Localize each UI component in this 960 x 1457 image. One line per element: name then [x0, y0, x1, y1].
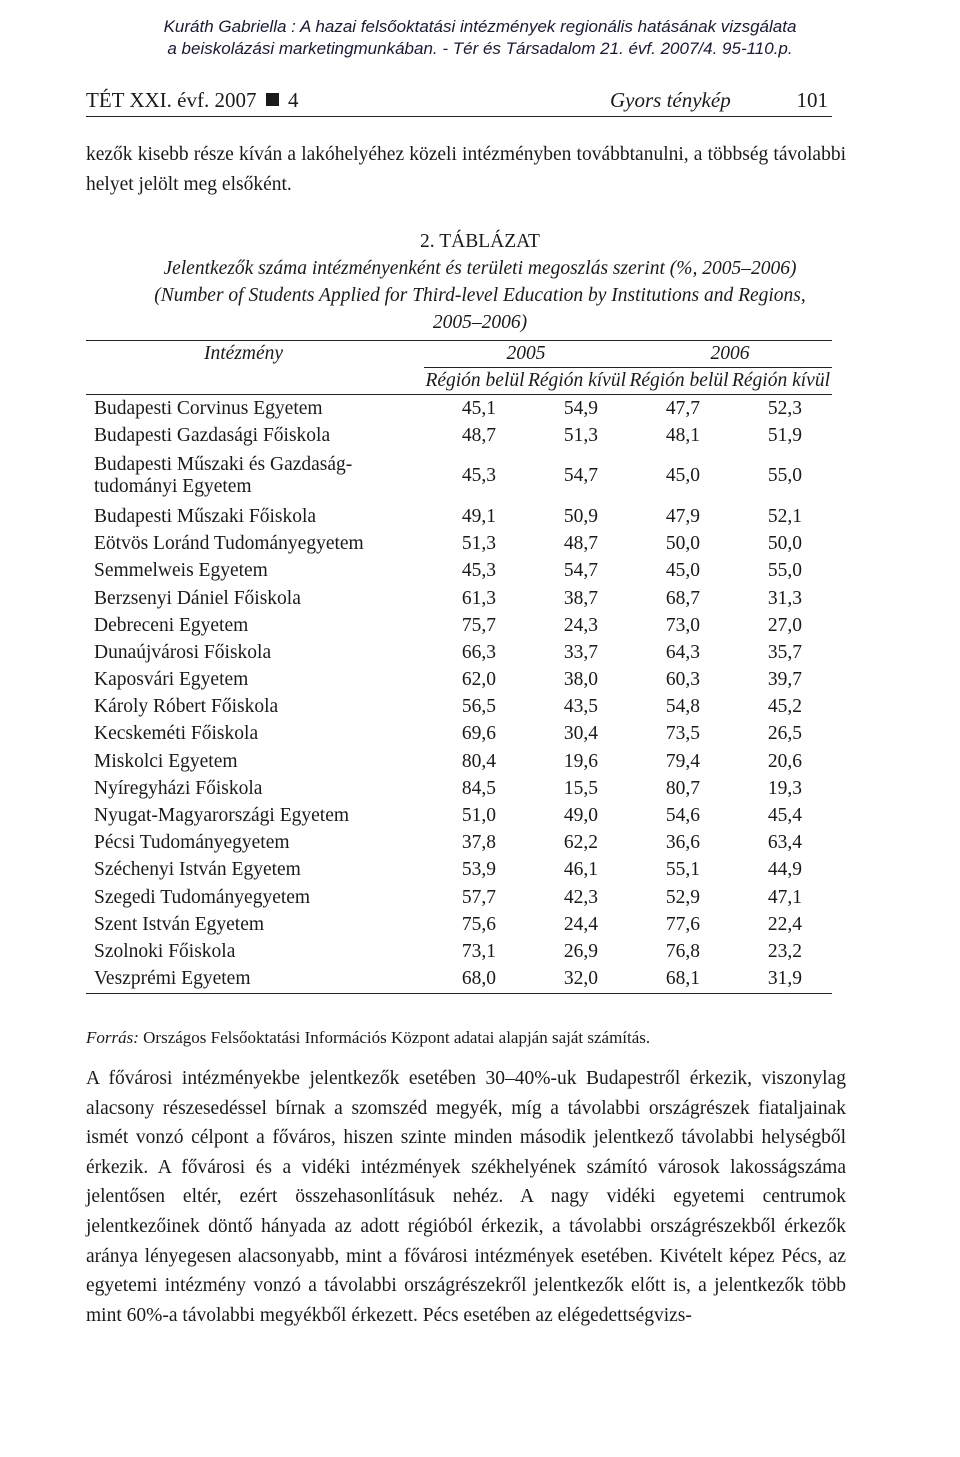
- value-out-2005: 24,3: [563, 614, 598, 636]
- value-out-2005: 19,6: [563, 750, 598, 772]
- value-out-2005: 42,3: [563, 886, 598, 908]
- value-in-2006: 45,0: [665, 465, 700, 487]
- intro-paragraph: kezők kisebb része kíván a lakóhelyéhez közeli intézményben továbbtanulni, a többség távolabbi helyet jelölt meg elsőként.: [86, 144, 846, 195]
- value-in-2006: 80,7: [665, 777, 700, 799]
- value-in-2006: 79,4: [665, 750, 700, 772]
- value-in-2006: 55,1: [665, 859, 700, 881]
- table-caption-hu: Jelentkezők száma intézményenként és területi megoszlás szerint (%, 2005–2006): [163, 258, 797, 279]
- value-in-2005: 45,3: [461, 560, 496, 582]
- table-row: [86, 558, 832, 585]
- institution-name: Budapesti Corvinus Egyetem: [94, 397, 323, 419]
- value-out-2005: 32,0: [526, 966, 628, 994]
- applicants-table: [86, 340, 832, 994]
- table-row: [86, 748, 832, 775]
- value-out-2005: 46,1: [563, 859, 598, 881]
- table-row: [86, 830, 832, 857]
- value-in-2005: 75,7: [461, 614, 496, 636]
- value-out-2006: 23,2: [767, 940, 802, 962]
- institution-name: Károly Róbert Főiskola: [94, 696, 279, 718]
- table-row: [86, 395, 832, 423]
- value-in-2006: 73,5: [665, 723, 700, 745]
- institution-name: Veszprémi Egyetem: [86, 966, 424, 994]
- value-in-2005: 53,9: [461, 859, 496, 881]
- section-name: Gyors ténykép: [610, 88, 731, 112]
- institution-name: Eötvös Loránd Tudományegyetem: [94, 533, 364, 555]
- institution-name: Dunaújvárosi Főiskola: [94, 641, 272, 663]
- value-out-2006: 27,0: [767, 614, 802, 636]
- institution-name: Budapesti Műszaki és Gazdaság-tudományi Egyetem: [94, 454, 353, 498]
- value-in-2005: 49,1: [461, 505, 496, 527]
- table-row: [86, 449, 832, 503]
- value-in-2006: 36,6: [665, 832, 700, 854]
- year-2005-header: 2005: [424, 341, 628, 368]
- value-in-2006: 52,9: [665, 886, 700, 908]
- institution-name: Szolnoki Főiskola: [94, 940, 236, 962]
- table-row: [86, 938, 832, 965]
- value-out-2006: 52,3: [767, 397, 802, 419]
- value-in-2005: 66,3: [461, 641, 496, 663]
- value-out-2005: 48,7: [563, 533, 598, 555]
- value-in-2006: 68,1: [628, 966, 730, 994]
- citation-line-2: a beiskolázási marketingmunkában. - Tér és Társadalom 21. évf. 2007/4. 95-110.p.: [167, 39, 793, 58]
- value-in-2006: 47,9: [665, 505, 700, 527]
- value-out-2006: 19,3: [767, 777, 802, 799]
- value-out-2006: 31,3: [767, 587, 802, 609]
- institution-name: Szent István Egyetem: [94, 913, 265, 935]
- value-out-2006: 47,1: [767, 886, 802, 908]
- citation-line-1: Kuráth Gabriella : A hazai felsőoktatási intézmények regionális hatásának vizsgálata: [163, 17, 797, 36]
- institution-name: Nyugat-Magyarországi Egyetem: [94, 805, 350, 827]
- table-caption-en-2: 2005–2006): [432, 312, 528, 333]
- value-out-2005: 54,7: [563, 465, 598, 487]
- institution-name: Pécsi Tudományegyetem: [94, 832, 290, 854]
- table-row: [86, 531, 832, 558]
- institution-name: Debreceni Egyetem: [94, 614, 249, 636]
- table-row: [86, 966, 832, 994]
- value-out-2005: 43,5: [563, 696, 598, 718]
- institution-header: Intézmény: [86, 341, 424, 395]
- value-out-2005: 15,5: [563, 777, 598, 799]
- institution-name: Miskolci Egyetem: [94, 750, 238, 772]
- value-in-2005: 51,3: [461, 533, 496, 555]
- value-out-2006: 51,9: [767, 424, 802, 446]
- journal-name: TÉT XXI. évf. 2007: [86, 88, 257, 112]
- journal-info: [86, 88, 299, 112]
- value-in-2005: 69,6: [461, 723, 496, 745]
- institution-name: Semmelweis Egyetem: [94, 560, 268, 582]
- value-in-2006: 54,8: [665, 696, 700, 718]
- value-out-2005: 38,0: [563, 669, 598, 691]
- running-head: [86, 88, 832, 117]
- value-out-2005: 38,7: [563, 587, 598, 609]
- table-row: [86, 422, 832, 449]
- table-source: [86, 1027, 846, 1049]
- value-out-2005: 54,9: [563, 397, 598, 419]
- year-2006-header: 2006: [628, 341, 832, 368]
- square-bullet-icon: [266, 93, 279, 106]
- value-in-2005: 84,5: [461, 777, 496, 799]
- value-in-2006: 54,6: [665, 805, 700, 827]
- value-out-2005: 50,9: [563, 505, 598, 527]
- value-in-2006: 60,3: [665, 669, 700, 691]
- table-row: [86, 612, 832, 639]
- table-row: [86, 775, 832, 802]
- value-out-2006: 55,0: [767, 560, 802, 582]
- value-in-2005: 61,3: [461, 587, 496, 609]
- institution-name: Kaposvári Egyetem: [94, 669, 249, 691]
- value-in-2006: 50,0: [665, 533, 700, 555]
- value-in-2006: 73,0: [665, 614, 700, 636]
- value-out-2005: 62,2: [563, 832, 598, 854]
- col-2005-in: Régión belül: [424, 368, 526, 395]
- table-row: [86, 503, 832, 530]
- table-row: [86, 667, 832, 694]
- issue-number: 4: [288, 88, 299, 112]
- value-in-2006: 48,1: [665, 424, 700, 446]
- citation-header: [0, 16, 960, 60]
- value-out-2006: 45,2: [767, 696, 802, 718]
- value-out-2006: 20,6: [767, 750, 802, 772]
- value-in-2006: 68,7: [665, 587, 700, 609]
- value-in-2006: 45,0: [665, 560, 700, 582]
- institution-name: Kecskeméti Főiskola: [94, 723, 259, 745]
- value-out-2006: 45,4: [767, 805, 802, 827]
- value-out-2006: 50,0: [767, 533, 802, 555]
- value-in-2005: 45,3: [461, 465, 496, 487]
- source-text: Országos Felsőoktatási Információs Központ adatai alapján saját számítás.: [143, 1028, 651, 1047]
- page-number: 101: [796, 88, 828, 112]
- value-in-2005: 48,7: [461, 424, 496, 446]
- value-in-2005: 37,8: [461, 832, 496, 854]
- value-out-2006: 39,7: [767, 669, 802, 691]
- value-in-2005: 73,1: [461, 940, 496, 962]
- table-row: [86, 857, 832, 884]
- value-in-2005: 80,4: [461, 750, 496, 772]
- value-in-2006: 77,6: [665, 913, 700, 935]
- institution-name: Széchenyi István Egyetem: [94, 859, 301, 881]
- value-out-2006: 31,9: [730, 966, 832, 994]
- value-out-2006: 26,5: [767, 723, 802, 745]
- value-out-2006: 35,7: [767, 641, 802, 663]
- value-in-2005: 68,0: [424, 966, 526, 994]
- source-label: Forrás:: [86, 1028, 139, 1047]
- value-in-2006: 76,8: [665, 940, 700, 962]
- table-label: 2. TÁBLÁZAT: [420, 231, 540, 252]
- table-heading: [80, 228, 880, 336]
- value-out-2005: 30,4: [563, 723, 598, 745]
- table-row: [86, 694, 832, 721]
- value-out-2006: 52,1: [767, 505, 802, 527]
- value-in-2006: 64,3: [665, 641, 700, 663]
- value-in-2005: 75,6: [461, 913, 496, 935]
- institution-name: Budapesti Műszaki Főiskola: [94, 505, 317, 527]
- value-out-2005: 33,7: [563, 641, 598, 663]
- table-caption-en-1: (Number of Students Applied for Third-level Education by Institutions and Regions,: [154, 285, 806, 306]
- table-row: [86, 884, 832, 911]
- institution-name: Nyíregyházi Főiskola: [94, 777, 263, 799]
- col-2006-in: Régión belül: [628, 368, 730, 395]
- value-out-2006: 63,4: [767, 832, 802, 854]
- value-out-2005: 49,0: [563, 805, 598, 827]
- value-in-2006: 47,7: [665, 397, 700, 419]
- value-in-2005: 51,0: [461, 805, 496, 827]
- value-in-2005: 45,1: [461, 397, 496, 419]
- value-in-2005: 56,5: [461, 696, 496, 718]
- main-paragraph: A fővárosi intézményekbe jelentkezők esetében 30–40%-uk Budapestről érkezik, viszonylag alacsony részesedéssel bírnak a szomszéd megyék, míg a távolabbi országrészek fiataljainak ismét vonzó célpont a főváros, hiszen szinte minden második jelentkező távolabbi helységből érkezik. A fővárosi és a vidéki intézmények székhelyének számító városok lakosságszáma jelentősen eltér, ezért összehasonlításuk nehéz. A nagy vidéki egyetemi centrumok jelentkezőinek döntő hányada az adott régióból érkezik, a távolabbi országrészekből érkezők aránya lényegesen alacsonyabb, mint a fővárosi intézmények esetében. Kivételt képez Pécs, az egyetemi intézmény vonzó a távolabbi országrészekről jelentkezők előtt is, a jelentkezők több mint 60%-a távolabbi megyékből érkezett. Pécs esetében az elégedettségvizs-: [86, 1068, 846, 1326]
- institution-name: Budapesti Gazdasági Főiskola: [94, 424, 331, 446]
- table-row: [86, 585, 832, 612]
- value-out-2005: 54,7: [563, 560, 598, 582]
- col-2005-out: Régión kívül: [526, 368, 628, 395]
- value-in-2005: 57,7: [461, 886, 496, 908]
- value-out-2005: 24,4: [563, 913, 598, 935]
- value-out-2006: 55,0: [767, 465, 802, 487]
- table-body: [86, 395, 832, 994]
- table-row: [86, 802, 832, 829]
- table-row: [86, 721, 832, 748]
- institution-name: Szegedi Tudományegyetem: [94, 886, 311, 908]
- table-row: [86, 639, 832, 666]
- value-out-2006: 44,9: [767, 859, 802, 881]
- value-out-2005: 51,3: [563, 424, 598, 446]
- institution-name: Berzsenyi Dániel Főiskola: [94, 587, 301, 609]
- value-out-2006: 22,4: [767, 913, 802, 935]
- value-in-2005: 62,0: [461, 669, 496, 691]
- value-out-2005: 26,9: [563, 940, 598, 962]
- table-row: [86, 911, 832, 938]
- col-2006-out: Régión kívül: [730, 368, 832, 395]
